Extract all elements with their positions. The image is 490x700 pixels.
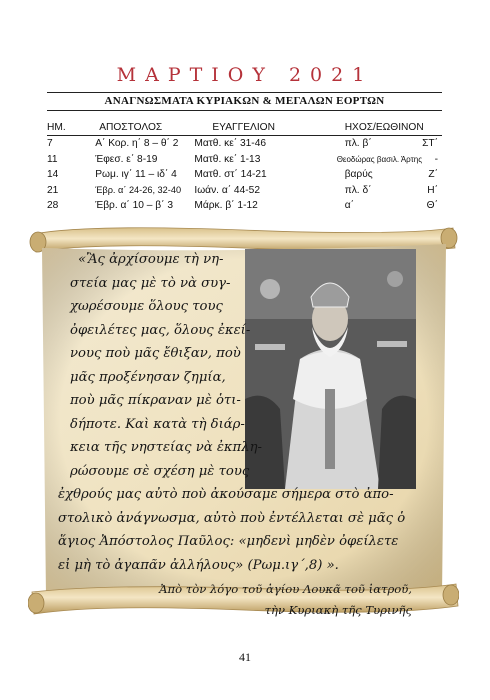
quote-line: κεια τῆς νηστείας νὰ ἐκπλη- [70, 440, 262, 455]
row-gospel: Μάρκ. β΄ 1-12 [194, 200, 258, 212]
quote-line: ἐχθρούς μας αὐτὸ ποὺ ἀκούσαμε σήμερα στὸ ἀπο- [58, 487, 394, 502]
quote-line: μᾶς προξένησαν ζημία, [70, 369, 226, 385]
row-tone: πλ. β΄ [344, 138, 372, 150]
row-eothinon: ΣΤ΄ [422, 138, 438, 150]
readings-table [47, 120, 442, 214]
col-day-header: ΗΜ. [47, 121, 66, 133]
section-rule [47, 110, 442, 111]
table-row [47, 198, 442, 214]
quote-line: δήποτε. Καὶ κατὰ τὴ διάρ- [70, 416, 245, 432]
row-apostle: Έφεσ. ε΄ 8-19 [95, 153, 158, 165]
row-apostle: Ρωμ. ιγ΄ 11 – ιδ΄ 4 [95, 169, 177, 181]
col-apostle-header: ΑΠΟΣΤΟΛΟΣ [99, 121, 163, 133]
row-apostle: Έβρ. α΄ 10 – β΄ 3 [95, 200, 174, 212]
row-day: 28 [47, 200, 59, 212]
page-number: 41 [239, 650, 251, 664]
row-day: 14 [47, 169, 59, 181]
quote-line: ὀφειλέτες μας, ὅλους ἐκεί- [70, 322, 251, 338]
bishop-photo [245, 249, 416, 489]
row-eothinon: - [434, 153, 438, 165]
row-eothinon: Θ΄ [426, 200, 438, 212]
row-apostle: Α΄ Κορ. η΄ 8 – θ΄ 2 [95, 138, 179, 150]
month-title: ΜΑΡΤΙΟΥ 2021 [116, 64, 374, 86]
table-row [47, 152, 442, 168]
row-gospel: Ματθ. στ΄ 14-21 [194, 169, 267, 181]
quote-line: νους ποὺ μᾶς ἔθιξαν, ποὺ [70, 346, 241, 361]
top-rule [47, 92, 442, 93]
quote-line: στεία μας μὲ τὸ νὰ συγ- [70, 275, 231, 291]
row-eothinon: Ζ΄ [428, 169, 438, 181]
attribution-occasion: τὴν Κυριακὴ τῆς Τυρινῆς [264, 603, 412, 617]
row-tone: Θεοδώρας βασιλ. Άρτης [336, 154, 423, 164]
table-header-row [47, 120, 442, 136]
quote-line: ρώσουμε σὲ σχέση μὲ τους [70, 463, 250, 479]
row-tone: πλ. δ΄ [344, 184, 372, 196]
table-row [47, 167, 442, 183]
quote-line: «Ἂς ἀρχίσουμε τὴ νη- [78, 252, 224, 267]
row-gospel: Ματθ. κε΄ 1-13 [194, 153, 261, 165]
table-row [47, 136, 442, 152]
row-gospel: Ιωάν. α΄ 44-52 [194, 184, 260, 196]
row-eothinon: Η΄ [427, 184, 438, 196]
quote-line: εἰ μὴ τὸ ἀγαπᾶν ἀλλήλους» (Ρωμ.ιγ΄,8) ». [58, 557, 339, 573]
quote-line: χωρέσουμε ὅλους τους [70, 299, 223, 314]
table-row [47, 183, 442, 199]
section-title: ΑΝΑΓΝΩΣΜΑΤΑ ΚΥΡΙΑΚΩΝ & ΜΕΓΑΛΩΝ ΕΟΡΤΩΝ [104, 95, 385, 107]
row-tone: α΄ [344, 200, 354, 212]
col-gospel-header: ΕΥΑΓΓΕΛΙΟΝ [212, 121, 275, 133]
quote-line: στολικὸ ἀνάγνωσμα, αὐτὸ ποὺ ἐντέλλεται σὲ μᾶς ὁ [58, 510, 406, 526]
row-day: 21 [47, 184, 59, 196]
row-day: 11 [47, 153, 58, 165]
quote-line: ποὺ μᾶς πίκραναν μὲ ὁτι- [70, 393, 241, 408]
row-day: 7 [47, 138, 53, 150]
bishop-photo-graphic [245, 249, 416, 489]
quote-line: ἅγιος Ἀπόστολος Παῦλος: «μηδενὶ μηδὲν ὀφείλετε [58, 534, 399, 549]
attribution-source: Ἀπὸ τὸν λόγο τοῦ ἁγίου Λουκᾶ τοῦ ἰατροῦ, [159, 582, 412, 596]
row-gospel: Ματθ. κε΄ 31-46 [194, 138, 267, 150]
row-tone: βαρύς [344, 169, 373, 181]
row-apostle: Έβρ. α΄ 24-26, 32-40 [95, 185, 182, 196]
col-tone-header: ΗΧΟΣ/ΕΩΘΙΝΟΝ [344, 121, 424, 133]
